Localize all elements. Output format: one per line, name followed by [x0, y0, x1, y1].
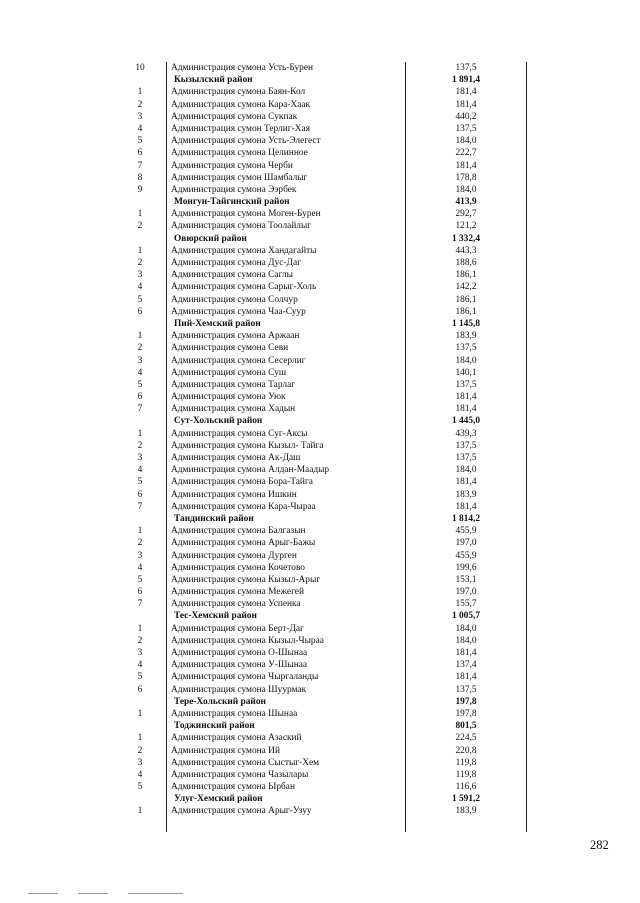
district-name: Тере-Хольский район	[174, 696, 266, 707]
row-number: 6	[137, 306, 143, 317]
amount-value: 1 145,8	[451, 318, 481, 329]
table-row	[118, 708, 528, 720]
row-number: 1	[137, 733, 143, 744]
row-number: 2	[137, 221, 143, 232]
administration-name: Администрация сумона Ий	[171, 745, 280, 756]
table-row	[118, 294, 528, 306]
row-number: 5	[137, 379, 143, 390]
administration-name: Администрация сумона О-Шынаа	[171, 648, 308, 658]
table-row	[118, 123, 528, 135]
amount-value: 186,1	[455, 306, 477, 317]
table-row	[118, 257, 528, 269]
table-row	[118, 464, 528, 476]
table-row	[118, 184, 528, 196]
administration-name: Администрация сумона Берт-Даг	[171, 623, 304, 634]
amount-value: 184,0	[455, 623, 477, 634]
administration-name: Администрация сумона Ишкин	[171, 489, 297, 500]
row-number: 9	[137, 184, 143, 195]
table-row	[118, 355, 528, 367]
row-number: 4	[137, 367, 143, 378]
table-row	[118, 245, 528, 257]
administration-name: Администрация сумона Тоолайлыг	[171, 221, 312, 232]
amount-value: 178,8	[455, 172, 477, 183]
table-row	[118, 330, 528, 342]
row-number: 1	[137, 623, 143, 634]
row-number: 6	[137, 489, 143, 500]
row-number: 2	[137, 538, 143, 549]
district-header-row	[118, 720, 528, 732]
row-number: 3	[137, 550, 143, 561]
district-name: Кызылский район	[174, 75, 253, 86]
table-row	[118, 489, 528, 501]
row-number: 1	[137, 87, 143, 98]
amount-value: 181,4	[455, 501, 477, 512]
row-number: 3	[137, 648, 143, 658]
amount-value: 220,8	[455, 745, 477, 756]
district-header-row	[118, 793, 528, 805]
administration-name: Администрация сумона Саглы	[171, 270, 293, 281]
table-row	[118, 659, 528, 671]
administration-name: Администрация сумона Кызыл-Арыг	[171, 574, 321, 585]
table-row	[118, 732, 528, 744]
row-number: 2	[137, 258, 143, 268]
row-number: 3	[137, 757, 143, 768]
administration-name: Администрация сумона Сарыг-Холь	[171, 282, 317, 293]
district-header-row	[118, 513, 528, 525]
amount-value: 140,1	[455, 367, 477, 378]
administration-name: Администрация сумона Моген-Бурен	[171, 209, 321, 220]
administration-name: Администрация сумона Суг-Аксы	[171, 428, 308, 439]
row-number: 3	[137, 355, 143, 366]
amount-value: 455,9	[455, 550, 477, 561]
district-name: Тандинский район	[174, 513, 254, 524]
table-row	[118, 769, 528, 781]
table-row	[118, 367, 528, 379]
table-row	[118, 623, 528, 635]
administration-name: Администрация сумона Арыг-Узуу	[171, 806, 312, 817]
row-number: 1	[137, 526, 143, 537]
amount-value: 292,7	[455, 209, 477, 220]
allocation-table	[118, 62, 528, 818]
administration-name: Администрация сумон Шамбалыг	[171, 172, 308, 183]
administration-name: Администрация сумона Сесерлиг	[171, 355, 306, 366]
administration-name: Администрация сумона Шынаа	[171, 708, 298, 719]
row-number: 2	[137, 99, 143, 110]
amount-value: 199,6	[455, 562, 477, 573]
amount-value: 137,5	[455, 379, 477, 390]
table-row	[118, 525, 528, 537]
district-header-row	[118, 415, 528, 427]
administration-name: Администрация сумона Черби	[171, 160, 293, 171]
administration-name: Администрация сумона Чазылары	[171, 769, 309, 780]
administration-name: Администрация сумона Ээрбек	[171, 184, 297, 195]
district-header-row	[118, 233, 528, 245]
table-row	[118, 220, 528, 232]
row-number: 2	[137, 440, 143, 451]
amount-value: 439,3	[455, 428, 477, 439]
administration-name: Администрация сумона Чаа-Суур	[171, 306, 306, 317]
table-row	[118, 781, 528, 793]
amount-value: 155,7	[455, 599, 477, 610]
amount-value: 116,6	[455, 782, 477, 793]
row-number: 5	[137, 574, 143, 585]
row-number: 7	[137, 404, 143, 415]
administration-name: Администрация сумона Солчур	[171, 294, 298, 305]
amount-value: 1 814,2	[451, 513, 481, 524]
row-number: 6	[137, 148, 143, 159]
row-number: 3	[137, 270, 143, 281]
table-row	[118, 440, 528, 452]
amount-value: 186,1	[455, 270, 477, 281]
row-number: 5	[137, 782, 143, 793]
amount-value: 184,0	[455, 465, 477, 476]
table-row	[118, 476, 528, 488]
amount-value: 181,4	[455, 672, 477, 683]
table-row	[118, 342, 528, 354]
table-row	[118, 135, 528, 147]
table-row	[118, 757, 528, 769]
table-row	[118, 86, 528, 98]
amount-value: 197,0	[455, 587, 477, 598]
amount-value: 455,9	[455, 526, 477, 537]
amount-value: 197,0	[455, 538, 477, 549]
district-name: Тоджинский район	[174, 721, 255, 732]
row-number: 1	[137, 209, 143, 220]
table-row	[118, 574, 528, 586]
amount-value: 197,8	[455, 696, 477, 707]
table-row	[118, 452, 528, 464]
administration-name: Администрация сумона Тарлаг	[171, 379, 296, 390]
table-row	[118, 172, 528, 184]
amount-value: 119,8	[455, 757, 477, 768]
amount-value: 137,5	[455, 63, 477, 73]
administration-name: Администрация сумона Ырбан	[171, 782, 295, 793]
district-header-row	[118, 196, 528, 208]
amount-value: 188,6	[455, 258, 477, 268]
amount-value: 184,0	[455, 635, 477, 646]
table-row	[118, 160, 528, 172]
footer-rule	[128, 893, 183, 894]
row-number: 4	[137, 465, 143, 476]
amount-value: 183,9	[455, 806, 477, 817]
table-row	[118, 269, 528, 281]
amount-value: 224,5	[455, 733, 477, 744]
row-number: 8	[137, 172, 143, 183]
administration-name: Администрация сумона Хандагайты	[171, 245, 317, 256]
amount-value: 801,5	[455, 721, 477, 732]
table-row	[118, 745, 528, 757]
administration-name: Администрация сумона Сукпак	[171, 111, 298, 122]
row-number: 7	[137, 160, 143, 171]
table-row	[118, 62, 528, 74]
row-number: 1	[137, 428, 143, 439]
administration-name: Администрация сумона Чыргаланды	[171, 672, 319, 683]
row-number: 6	[137, 392, 143, 403]
administration-name: Администрация сумона Целинное	[171, 148, 308, 159]
amount-value: 1 445,0	[451, 416, 481, 427]
district-name: Тес-Хемский район	[174, 611, 257, 622]
row-number: 1	[137, 331, 143, 342]
row-number: 1	[137, 806, 143, 817]
administration-name: Администрация сумона Кызыл- Тайга	[171, 440, 324, 451]
footer-rule	[28, 893, 58, 894]
amount-value: 137,4	[455, 660, 477, 671]
table-row	[118, 586, 528, 598]
administration-name: Администрация сумона Кара-Чыраа	[171, 501, 316, 512]
row-number: 10	[135, 63, 145, 73]
row-number: 3	[137, 111, 143, 122]
row-number: 7	[137, 599, 143, 610]
amount-value: 181,4	[455, 477, 477, 488]
district-name: Улуг-Хемский район	[174, 794, 263, 805]
table-row	[118, 647, 528, 659]
amount-value: 443,3	[455, 245, 477, 256]
table-row	[118, 598, 528, 610]
amount-value: 186,1	[455, 294, 477, 305]
administration-name: Администрация сумона Усть-Бурен	[171, 63, 314, 73]
amount-value: 1 332,4	[451, 233, 481, 244]
administration-name: Администрация сумона Арыг-Бажы	[171, 538, 316, 549]
row-number: 6	[137, 684, 143, 695]
administration-name: Администрация сумон Терлиг-Хая	[171, 123, 311, 134]
district-header-row	[118, 696, 528, 708]
amount-value: 1 591,2	[451, 794, 481, 805]
row-number: 1	[137, 245, 143, 256]
administration-name: Администрация сумона Дус-Даг	[171, 258, 301, 268]
district-header-row	[118, 318, 528, 330]
administration-name: Администрация сумона Баян-Кол	[171, 87, 306, 98]
table-row	[118, 562, 528, 574]
amount-value: 181,4	[455, 87, 477, 98]
row-number: 5	[137, 672, 143, 683]
amount-value: 1 891,4	[451, 75, 481, 86]
table-row	[118, 550, 528, 562]
table-row	[118, 147, 528, 159]
table-row	[118, 208, 528, 220]
amount-value: 137,5	[455, 123, 477, 134]
administration-name: Администрация сумона Кара-Хаак	[171, 99, 311, 110]
row-number: 2	[137, 745, 143, 756]
amount-value: 153,1	[455, 574, 477, 585]
administration-name: Администрация сумона Алдан-Маадыр	[171, 465, 330, 476]
amount-value: 181,4	[455, 404, 477, 415]
administration-name: Администрация сумона Севи	[171, 343, 289, 354]
district-name: Пий-Хемский район	[174, 318, 261, 329]
amount-value: 137,5	[455, 453, 477, 463]
row-number: 7	[137, 501, 143, 512]
row-number: 5	[137, 477, 143, 488]
amount-value: 137,5	[455, 684, 477, 695]
administration-name: Администрация сумона Бора-Тайга	[171, 477, 313, 488]
district-header-row	[118, 610, 528, 622]
amount-value: 119,8	[455, 769, 477, 780]
table-row	[118, 684, 528, 696]
table-row	[118, 306, 528, 318]
administration-name: Администрация сумона Аржаан	[171, 331, 300, 342]
table-row	[118, 391, 528, 403]
amount-value: 181,4	[455, 99, 477, 110]
amount-value: 197,8	[455, 708, 477, 719]
district-name: Овюрский район	[174, 233, 247, 244]
table-row	[118, 428, 528, 440]
table-row	[118, 635, 528, 647]
row-number: 2	[137, 635, 143, 646]
administration-name: Администрация сумона Дурген	[171, 550, 297, 561]
row-number: 5	[137, 294, 143, 305]
amount-value: 183,9	[455, 489, 477, 500]
district-name: Монгун-Тайгинский район	[174, 197, 290, 208]
row-number: 5	[137, 136, 143, 147]
amount-value: 137,5	[455, 440, 477, 451]
row-number: 1	[137, 708, 143, 719]
table-row	[118, 805, 528, 817]
administration-name: Администрация сумона Шуурмак	[171, 684, 307, 695]
district-name: Сут-Хольский район	[174, 416, 263, 427]
table-row	[118, 537, 528, 549]
row-number: 4	[137, 660, 143, 671]
amount-value: 222,7	[455, 148, 477, 159]
amount-value: 413,9	[455, 197, 477, 208]
amount-value: 142,2	[455, 282, 477, 293]
table-row	[118, 671, 528, 683]
administration-name: Администрация сумона У-Шынаа	[171, 660, 308, 671]
row-number: 4	[137, 123, 143, 134]
table-row	[118, 379, 528, 391]
amount-value: 184,0	[455, 184, 477, 195]
row-number: 2	[137, 343, 143, 354]
table-row	[118, 111, 528, 123]
row-number: 4	[137, 562, 143, 573]
row-number: 6	[137, 587, 143, 598]
amount-value: 181,4	[455, 648, 477, 658]
page-number: 282	[590, 838, 609, 852]
footer-rule	[78, 893, 108, 894]
administration-name: Администрация сумона Кочетово	[171, 562, 305, 573]
amount-value: 181,4	[455, 160, 477, 171]
administration-name: Администрация сумона Сыстыг-Хем	[171, 757, 320, 768]
amount-value: 440,2	[455, 111, 477, 122]
amount-value: 184,0	[455, 136, 477, 147]
row-number: 3	[137, 453, 143, 463]
administration-name: Администрация сумона Ак-Даш	[171, 453, 301, 463]
amount-value: 181,4	[455, 392, 477, 403]
amount-value: 121,2	[455, 221, 477, 232]
row-number: 4	[137, 282, 143, 293]
table-row	[118, 403, 528, 415]
administration-name: Администрация сумона Балгазын	[171, 526, 306, 537]
row-number: 4	[137, 769, 143, 780]
amount-value: 137,5	[455, 343, 477, 354]
district-header-row	[118, 74, 528, 86]
administration-name: Администрация сумона Суш	[171, 367, 287, 378]
administration-name: Администрация сумона Азаский	[171, 733, 302, 744]
table-row	[118, 281, 528, 293]
administration-name: Администрация сумона Межегей	[171, 587, 304, 598]
administration-name: Администрация сумона Успенка	[171, 599, 301, 610]
table-row	[118, 501, 528, 513]
administration-name: Администрация сумона Усть-Элегест	[171, 136, 321, 147]
amount-value: 183,9	[455, 331, 477, 342]
administration-name: Администрация сумона Кызыл-Чыраа	[171, 635, 324, 646]
amount-value: 1 005,7	[451, 611, 481, 622]
amount-value: 184,0	[455, 355, 477, 366]
administration-name: Администрация сумона Уюк	[171, 392, 286, 403]
administration-name: Администрация сумона Хадын	[171, 404, 296, 415]
table-row	[118, 99, 528, 111]
